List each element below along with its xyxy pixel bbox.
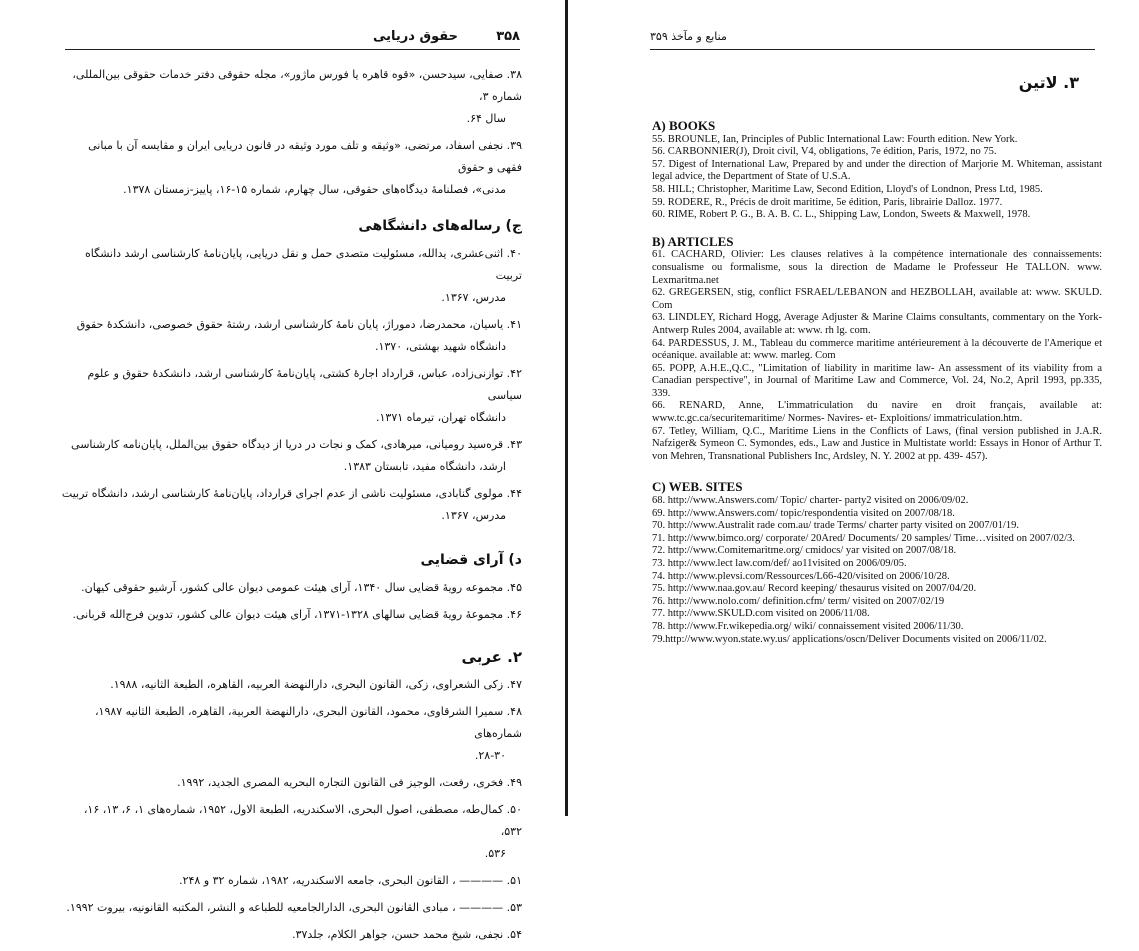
- left-page-number: ۳۵۸: [496, 29, 520, 44]
- reference-line: دانشگاه تهران، تیرماه ۱۳۷۱.: [376, 411, 506, 424]
- reference-entry: 62. GREGERSEN, stig, conflict FSRAEL/LEBANON and HEZBOLLAH, available at: www. SKULD. Com: [652, 287, 1102, 311]
- reference-line: مدرس، ۱۳۶۷.: [441, 509, 506, 522]
- reference-line: ۴۴. مولوی گنابادی، مسئولیت ناشی از عدم اجرای قرارداد، پایان‌نامهٔ کارشناسی ارشد، دانشگاه تربیت: [61, 487, 522, 500]
- web-sites-section: [652, 481, 1102, 646]
- reference-line: دانشگاه شهید بهشتی، ۱۳۷۰.: [374, 340, 506, 353]
- reference-entry: 78. http://www.Fr.wikepedia.org/ wiki/ connaissement visited 2006/11/30.: [652, 620, 964, 632]
- reference-entry: 66. RENARD, Anne, L'immatriculation du navire en droit français, available at: www.tc.gc.ca/securitemaritime/ Normes- Navires- et- Exploitions/ immatriculation.htm.: [652, 400, 1102, 425]
- reference-entry: ۴۵. مجموعه رویهٔ قضایی سال ۱۳۴۰، آرای هیئت عمومی دیوان عالی کشور، آرشیو حقوقی کیهان.: [81, 581, 522, 594]
- web-sites-heading: C) WEB. SITES: [652, 479, 743, 495]
- reference-line: مدنی»، فصلنامهٔ دیدگاه‌های حقوقی، سال چهارم، شماره ۱۵-۱۶، پاییز-زمستان ۱۳۷۸.: [123, 183, 506, 196]
- reference-entry: 61. CACHARD, Olivier: Les clauses relatives à la compétence internationale des connaissements: consualisme ou formalisme, sous la direction de Madame le Professeur He TALLON. www. Lexmaritma.net: [652, 249, 1102, 286]
- section-heading-arabic: ۲. عربی: [461, 648, 522, 666]
- reference-line: ۳۹. نجفی اسفاد، مرتضی، «وثیقه و تلف مورد وثیقه در قانون دریایی ایران و مقایسه آن با مبانی فقهی و حقوق: [88, 139, 522, 174]
- reference-line: ۴۷. زکی الشعراوی، زکی، القانون البحری، دارالنهضة العربیه، القاهره، الطبعة الثانیه، ۱۹۸۸.: [110, 678, 522, 691]
- books-section: [652, 120, 1102, 222]
- reference-entry: ۴۶. مجموعهٔ رویهٔ قضایی سالهای ۱۳۲۸-۱۳۷۱، آرای هیئت دیوان عالی کشور، تدوین فرج‌الله قربانی.: [72, 608, 522, 621]
- reference-line: ۵۴. نجفی، شیخ محمد حسن، جواهر الکلام، جلد۳۷.: [292, 928, 522, 941]
- reference-entry: 55. BROUNLE, Ian, Principles of Public International Law: Fourth edition. New York.: [652, 133, 1018, 145]
- reference-line: ۴۸. سمیرا الشرقاوی، محمود، القانون البحری، دارالنهضة العربیة، القاهره، الطبعة الثانیه ۱۹۸۷، شماره‌های: [94, 705, 522, 740]
- reference-entry: [60, 701, 522, 767]
- reference-entry: [60, 772, 522, 794]
- reference-entry: 74. http://www.plevsi.com/Ressources/L66-420/visited on 2006/10/28.: [652, 570, 950, 582]
- reference-line: ۲۸-۳۰.: [474, 749, 506, 762]
- right-page: [568, 0, 1139, 816]
- reference-entry: 67. Tetley, William, Q.C., Maritime Liens in the Conflicts of Laws, (final version published in J.A.R. Nafziger& Symeon C. Symondes, eds., Law and Justice in Multistate world: Essays in Honor of Arthur T. von Mehren, Transnational Publishers Inc, Ardsley, N. Y. 2002 at pp. 439- 457).: [652, 425, 1102, 462]
- left-page: [0, 0, 566, 941]
- reference-entry: [60, 314, 522, 358]
- left-page-running-title: حقوق دریایی: [373, 29, 458, 44]
- reference-entry: [60, 674, 522, 696]
- reference-line: ۴۱. یاسیان، محمدرضا، دموراژ، پایان نامهٔ کارشناسی ارشد، رشتهٔ حقوق خصوصی، دانشکدهٔ حقوق: [76, 318, 522, 331]
- right-page-running-title: منابع و مآخذ ۳۵۹: [650, 30, 727, 43]
- reference-line: ۵۳۶.: [484, 847, 506, 860]
- reference-line: ۴۹. فخری، رفعت، الوجیز فی القانون التجاره البحریه المصری الجدید، ۱۹۹۲.: [177, 776, 522, 789]
- reference-entry: 58. HILL; Christopher, Maritime Law, Second Edition, Lloyd's of Londnon, Press Ltd, 1985.: [652, 183, 1043, 195]
- reference-entry: 72. http://www.Comitemaritme.org/ cmidocs/ yar visited on 2007/08/18.: [652, 545, 957, 557]
- books-heading: A) BOOKS: [652, 118, 716, 133]
- reference-entry: 73. http://www.lect law.com/def/ ao11visited on 2006/09/05.: [652, 558, 907, 569]
- reference-entry: [60, 483, 522, 527]
- reference-entry: 57. Digest of International Law, Prepared by and under the direction of Marjorie M. Whiteman, assistant legal advice, the Department of State of U.S.A.: [652, 158, 1102, 183]
- section-heading-latin: ۳. لاتین: [1018, 73, 1079, 92]
- reference-line: ارشد، دانشگاه مفید، تابستان ۱۳۸۳.: [343, 460, 506, 473]
- reference-line: ۴۳. قرەسید رومیانی، میرهادی، کمک و نجات در دریا از دیدگاه حقوق بین‌الملل، پایان‌نامه کارشناسی: [71, 438, 522, 451]
- reference-entry: 56. CARBONNIER(J), Droit civil, V4, obligations, 7e édition, Paris, 1972, no 75.: [652, 146, 997, 158]
- left-page-body: [60, 64, 522, 951]
- reference-line: مدرس، ۱۳۶۷.: [441, 291, 506, 304]
- section-heading-judicial: د) آرای قضایی: [420, 552, 522, 568]
- reference-entry: [60, 363, 522, 429]
- articles-section: [652, 233, 1102, 464]
- reference-line: ۵۳. ———— ، مبادی القانون البحری، الدارالجامعیه للطباعه و النشر، المکتبه القانونیه، بیروت ۱۹۹۲.: [66, 901, 522, 914]
- reference-entry: 75. http://www.naa.gov.au/ Record keeping/ thesaurus visited on 2007/04/20.: [652, 583, 977, 595]
- right-page-header: [650, 27, 1095, 50]
- reference-entry: 65. POPP, A.H.E.,Q.C., "Limitation of liability in maritime law- An assessment of its viability from a Canadian perspective", in Journal of Maritime Law and Commerce, Vol. 24, No.2, April 1993, pp.335, 339.: [652, 362, 1102, 399]
- articles-heading: B) ARTICLES: [652, 233, 734, 249]
- reference-entry: 68. http://www.Answers.com/ Topic/ charter- party2 visited on 2006/09/02.: [652, 495, 969, 507]
- reference-entry: 59. RODERE, R., Précis de droit maritime, 5e édition, Paris, librairie Dalloz. 1977.: [652, 196, 1003, 208]
- reference-entry: [60, 243, 522, 309]
- reference-line: ۴۰. اثنی‌عشری، یدالله، مسئولیت متصدی حمل و نقل دریایی، پایان‌نامهٔ کارشناسی ارشد دانشگاه تربیت: [85, 247, 522, 282]
- reference-entry: 64. PARDESSUS, J. M., Tableau du commerce maritime antérieurement à la découverte de l'Amerique et océanique. available at: www. marleg. Com: [652, 337, 1102, 362]
- left-page-header: [65, 25, 520, 50]
- reference-entry: 63. LINDLEY, Richard Hogg, Average Adjuster & Marine Claims consultants, commentary on the York-Antwerp Rules 2004, available at: www. rh lg. com.: [652, 312, 1102, 336]
- right-page-body: [652, 120, 1102, 656]
- reference-entry: 77. http://www.SKULD.com visited on 2006/11/08.: [652, 608, 870, 620]
- reference-entry: 69. http://www.Answers.com/ topic/respondentia visited on 2007/08/18.: [652, 507, 955, 519]
- reference-entry: [60, 135, 522, 201]
- reference-entry: 60. RIME, Robert P. G., B. A. B. C. L., Shipping Law, London, Sweets & Maxwell, 1978.: [652, 209, 1031, 221]
- reference-entry: [60, 870, 522, 892]
- reference-entry: 76. http://www.nolo.com/ definition.cfm/ term/ visited on 2007/02/19: [652, 595, 945, 607]
- reference-line: ۳۸. صفایی، سیدحسن، «قوه قاهره یا فورس ماژور»، مجله حقوقی دفتر خدمات حقوقی بین‌المللی، شماره ۳،: [72, 68, 522, 103]
- reference-entry: [60, 64, 522, 130]
- reference-line: ۵۱. ———— ، القانون البحری، جامعه الاسکندریه، ۱۹۸۲، شماره ۳۲ و ۲۴۸.: [179, 874, 522, 887]
- reference-entry: 71. http://www.bimco.org/ corporate/ 20Ared/ Documents/ 20 samples/ Time…visited on 2007/02/3.: [652, 532, 1075, 544]
- reference-line: ۴۲. توازنی‌زاده، عباس، قرارداد اجارهٔ کشتی، پایان‌نامهٔ کارشناسی ارشد، دانشکدهٔ حقوق و علوم سیاسی: [87, 367, 522, 402]
- reference-entry: [60, 799, 522, 865]
- reference-line: ۵۰. کمال‌طه، مصطفی، اصول البحری، الاسکندریه، الطبعة الاول، ۱۹۵۲، شماره‌های ۱، ۶، ۱۳، ۱۶، ۵۳۲،: [83, 803, 522, 838]
- reference-entry: 70. http://www.Australit rade com.au/ trade Terms/ charter party visited on 2007/01/19.: [652, 520, 1019, 532]
- reference-entry: [60, 434, 522, 478]
- reference-entry: 79.http://www.wyon.state.wy.us/ applications/oscn/Deliver Documents visited on 2006/11/02.: [652, 633, 1047, 645]
- reference-line: سال ۶۴.: [466, 112, 506, 125]
- reference-entry: [60, 924, 522, 946]
- section-heading-theses: ج) رساله‌های دانشگاهی: [358, 218, 522, 234]
- reference-entry: [60, 897, 522, 919]
